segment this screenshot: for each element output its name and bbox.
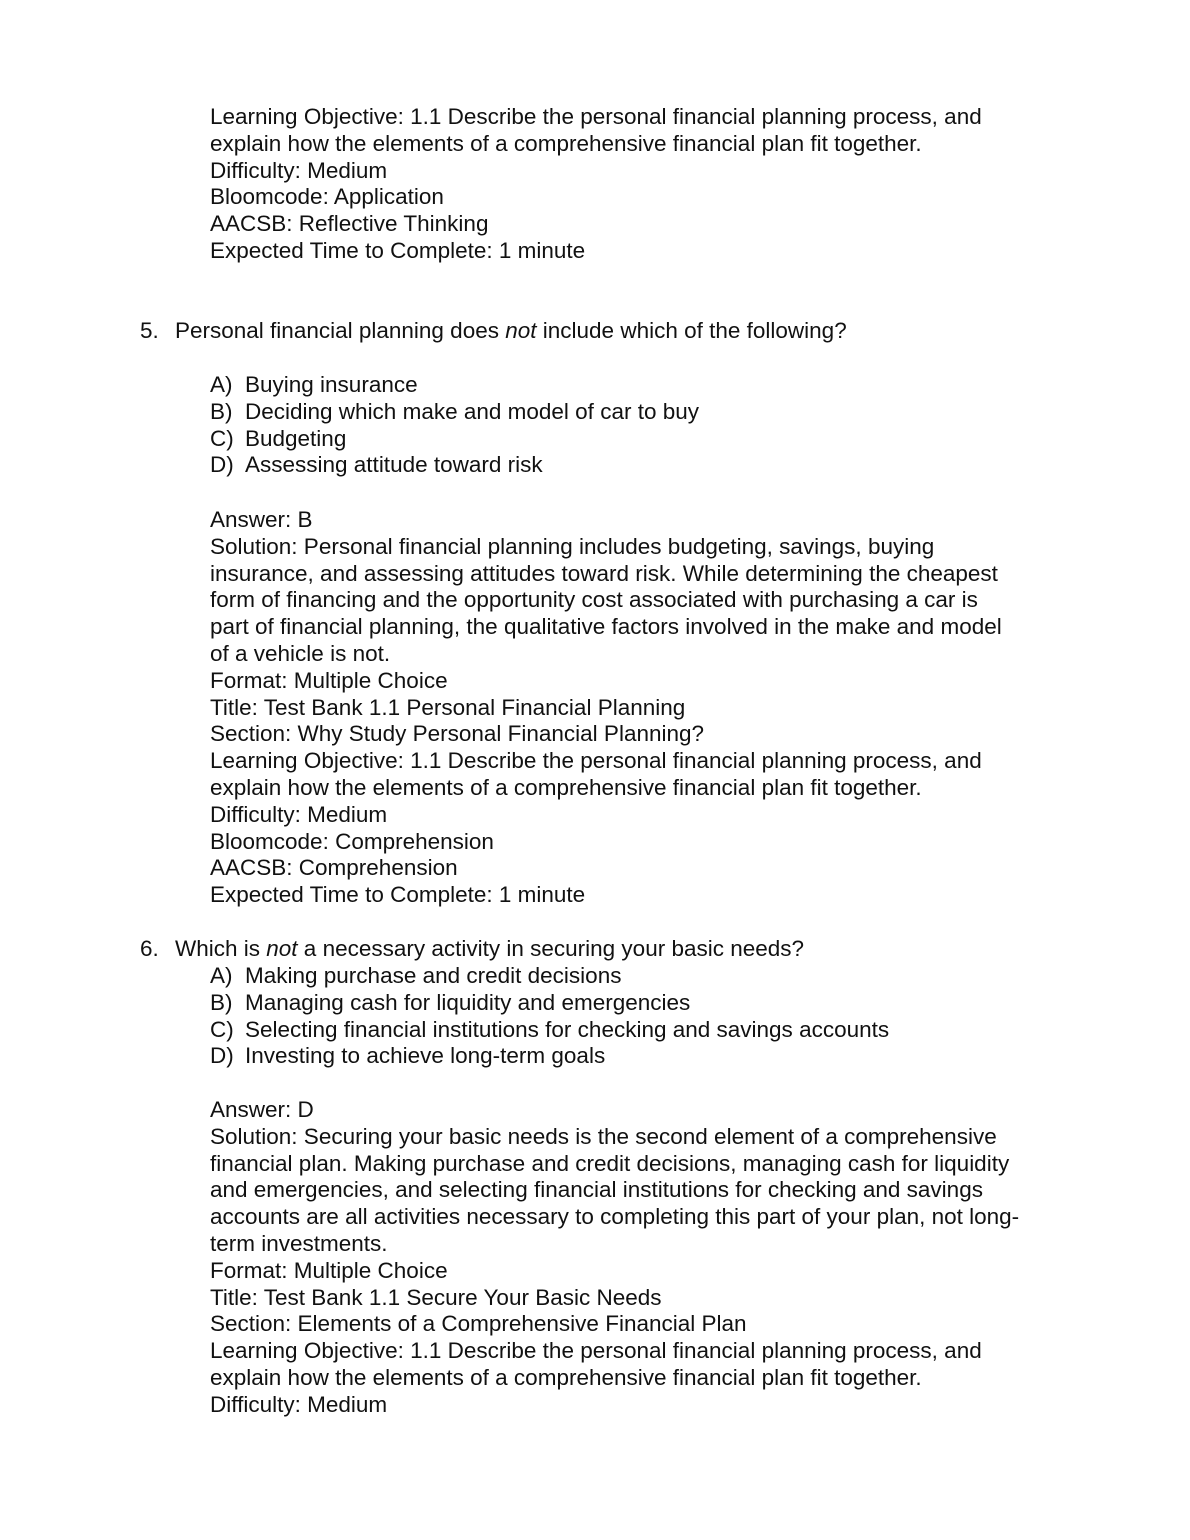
detail-line: form of financing and the opportunity cost associated with purchasing a car is bbox=[210, 587, 978, 613]
question-6-options bbox=[210, 963, 889, 1070]
option-text: Investing to achieve long-term goals bbox=[245, 1043, 606, 1069]
option-letter: C) bbox=[210, 1016, 234, 1042]
detail-line: Title: Test Bank 1.1 Personal Financial Planning bbox=[210, 694, 686, 720]
option-b bbox=[210, 990, 889, 1017]
option-letter: A) bbox=[210, 372, 233, 397]
question-number: 5. bbox=[140, 318, 159, 343]
detail-line: Solution: Personal financial planning includes budgeting, savings, buying bbox=[210, 533, 935, 559]
option-d bbox=[210, 1043, 889, 1070]
option-letter: B) bbox=[210, 989, 233, 1015]
option-letter: A) bbox=[210, 963, 233, 988]
detail-line: explain how the elements of a comprehensive financial plan fit together. bbox=[210, 774, 922, 800]
detail-line: financial plan. Making purchase and credit decisions, managing cash for liquidity bbox=[210, 1150, 1010, 1176]
detail-line: Difficulty: Medium bbox=[210, 1391, 388, 1417]
stem-text: include which of the following? bbox=[536, 318, 847, 343]
answer-line: Answer: B bbox=[210, 507, 313, 532]
question-number: 6. bbox=[140, 936, 159, 961]
question-6-stem bbox=[140, 936, 804, 963]
option-letter: B) bbox=[210, 398, 233, 424]
stem-text: a necessary activity in securing your basic needs? bbox=[297, 936, 805, 961]
option-text: Assessing attitude toward risk bbox=[245, 452, 543, 478]
option-text: Managing cash for liquidity and emergencies bbox=[245, 989, 691, 1015]
detail-line: Section: Elements of a Comprehensive Financial Plan bbox=[210, 1311, 747, 1337]
answer-line: Answer: D bbox=[210, 1097, 314, 1122]
detail-line: accounts are all activities necessary to completing this part of your plan, not long- bbox=[210, 1204, 1020, 1230]
option-d bbox=[210, 452, 699, 479]
meta-line: AACSB: Reflective Thinking bbox=[210, 211, 489, 237]
detail-line: Learning Objective: 1.1 Describe the personal financial planning process, and bbox=[210, 1338, 982, 1364]
q4-metadata bbox=[210, 104, 1070, 265]
question-5-stem bbox=[140, 318, 847, 345]
detail-line: Title: Test Bank 1.1 Secure Your Basic Needs bbox=[210, 1284, 662, 1310]
detail-line: of a vehicle is not. bbox=[210, 640, 391, 666]
option-letter: C) bbox=[210, 425, 234, 451]
meta-line: Learning Objective: 1.1 Describe the personal financial planning process, and bbox=[210, 104, 982, 129]
stem-emphasis: not bbox=[266, 936, 298, 961]
option-text: Deciding which make and model of car to buy bbox=[245, 398, 699, 424]
option-a bbox=[210, 963, 889, 990]
option-b bbox=[210, 399, 699, 426]
option-text: Making purchase and credit decisions bbox=[245, 963, 622, 988]
meta-line: Bloomcode: Application bbox=[210, 184, 444, 210]
detail-line: Format: Multiple Choice bbox=[210, 667, 448, 693]
detail-line: Difficulty: Medium bbox=[210, 801, 388, 827]
option-a bbox=[210, 372, 699, 399]
detail-line: Bloomcode: Comprehension bbox=[210, 828, 494, 854]
option-letter: D) bbox=[210, 452, 234, 478]
option-text: Budgeting bbox=[245, 425, 347, 451]
question-5-answer-block bbox=[210, 507, 1070, 909]
detail-line: and emergencies, and selecting financial institutions for checking and savings bbox=[210, 1177, 983, 1203]
option-c bbox=[210, 1017, 889, 1044]
meta-line: explain how the elements of a comprehensive financial plan fit together. bbox=[210, 130, 922, 156]
question-6-answer-block bbox=[210, 1097, 1070, 1419]
detail-line: Solution: Securing your basic needs is the second element of a comprehensive bbox=[210, 1123, 997, 1149]
option-c bbox=[210, 426, 699, 453]
detail-line: explain how the elements of a comprehensive financial plan fit together. bbox=[210, 1364, 922, 1390]
stem-emphasis: not bbox=[505, 318, 537, 343]
detail-line: term investments. bbox=[210, 1230, 388, 1256]
option-text: Selecting financial institutions for checking and savings accounts bbox=[245, 1016, 890, 1042]
question-5-options bbox=[210, 372, 699, 479]
detail-line: AACSB: Comprehension bbox=[210, 855, 458, 881]
option-letter: D) bbox=[210, 1043, 234, 1069]
detail-line: insurance, and assessing attitudes toward risk. While determining the cheapest bbox=[210, 560, 998, 586]
detail-line: Learning Objective: 1.1 Describe the personal financial planning process, and bbox=[210, 748, 982, 774]
detail-line: Expected Time to Complete: 1 minute bbox=[210, 882, 586, 908]
meta-line: Difficulty: Medium bbox=[210, 157, 388, 183]
stem-text: Personal financial planning does bbox=[175, 318, 506, 343]
detail-line: part of financial planning, the qualitative factors involved in the make and model bbox=[210, 614, 1002, 640]
option-text: Buying insurance bbox=[245, 372, 418, 397]
detail-line: Format: Multiple Choice bbox=[210, 1257, 448, 1283]
meta-line: Expected Time to Complete: 1 minute bbox=[210, 237, 586, 263]
detail-line: Section: Why Study Personal Financial Planning? bbox=[210, 721, 705, 747]
stem-text: Which is bbox=[175, 936, 267, 961]
